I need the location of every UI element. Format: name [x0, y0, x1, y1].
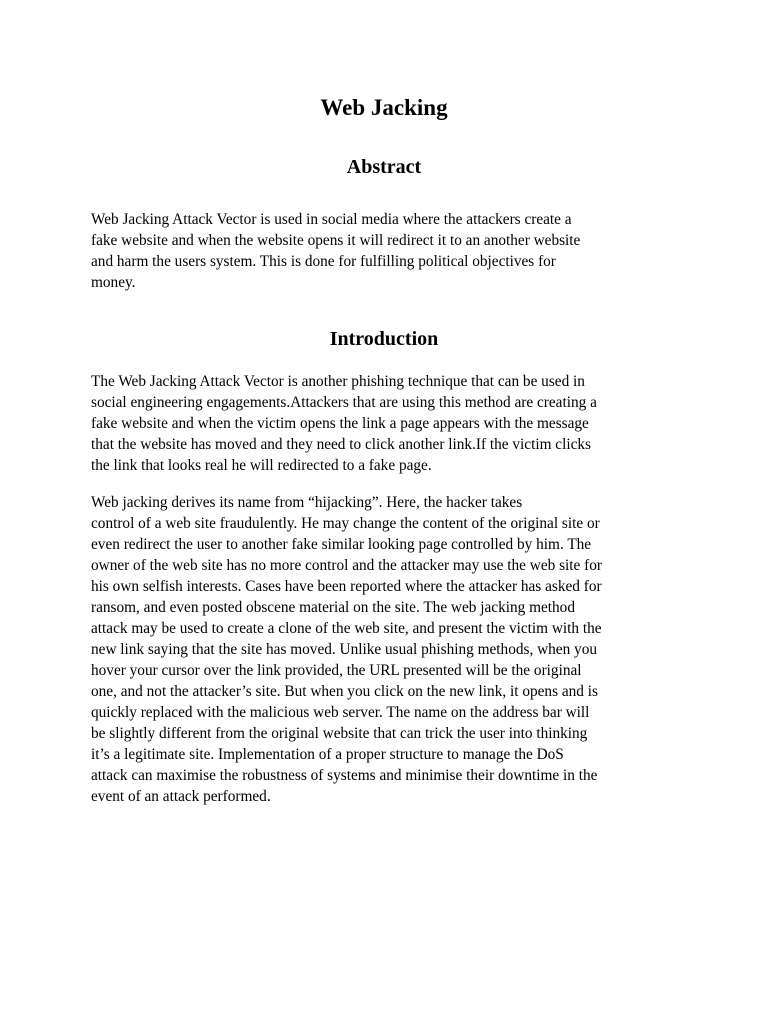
document-title: Web Jacking: [320, 95, 448, 120]
introduction-paragraph-1: The Web Jacking Attack Vector is another phishing technique that can be used in social engineering engagements.Attackers that are using this method are creating a fake website and when the victim opens the link a page appears with the message that the website has moved and they need to click another link.If the victim clicks the link that looks real he will redirected to a fake page.: [91, 373, 597, 474]
abstract-heading: Abstract: [346, 156, 422, 178]
abstract-paragraph: Web Jacking Attack Vector is used in social media where the attackers create a fake website and when the website opens it will redirect it to an another website and harm the users system. This is done for fulfilling political objectives for money.: [91, 211, 581, 291]
introduction-paragraph-2: Web jacking derives its name from “hijacking”. Here, the hacker takes control of a web site fraudulently. He may change the content of the original site or even redirect the user to another fake similar looking page controlled by him. The owner of the web site has no more control and the attacker may use the web site for his own selfish interests. Cases have been reported where the attacker has asked for ransom, and even posted obscene material on the site. The web jacking method attack may be used to create a clone of the web site, and present the victim with the new link saying that the site has moved. Unlike usual phishing methods, when you hover your cursor over the link provided, the URL presented will be the original one, and not the attacker’s site. But when you click on the new link, it opens and is quickly replaced with the malicious web server. The name on the address bar will be slightly different from the original website that can trick the user into thinking it’s a legitimate site. Implementation of a proper structure to manage the DoS attack can maximise the robustness of systems and minimise their downtime in the event of an attack performed.: [91, 494, 602, 805]
introduction-heading: Introduction: [329, 328, 439, 350]
